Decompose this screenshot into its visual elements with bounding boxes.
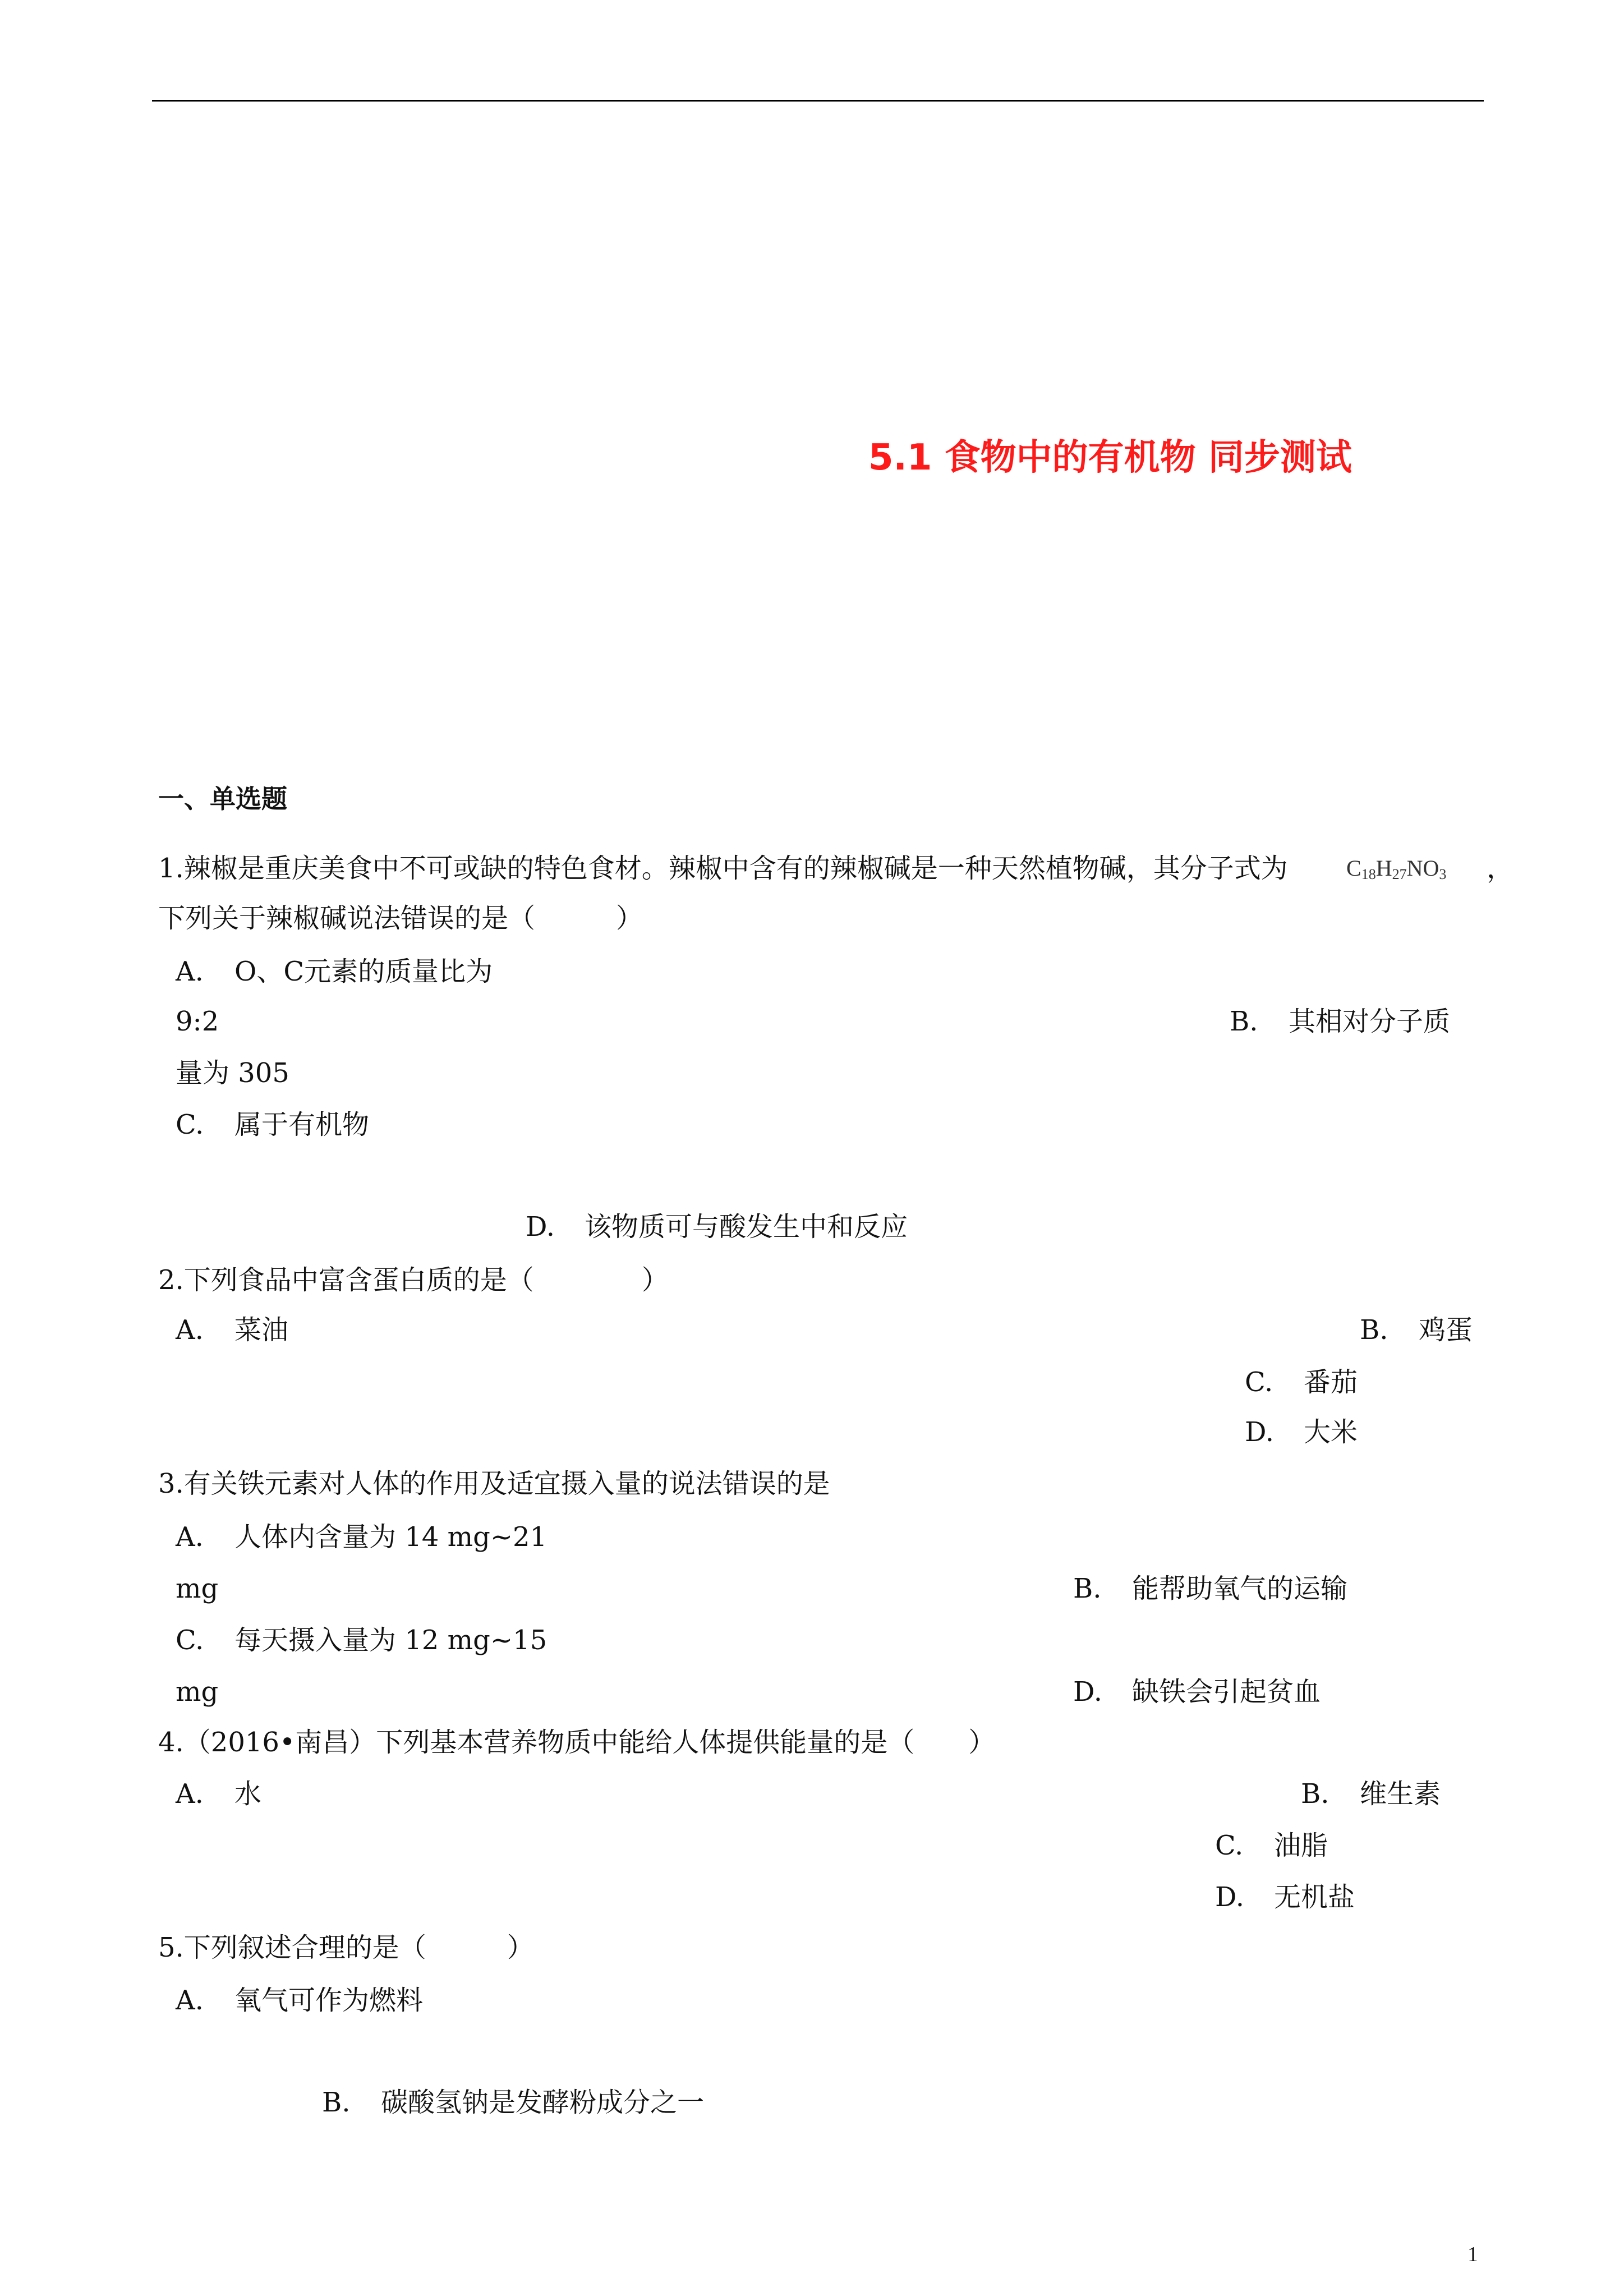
question-4-stem: 4.（2016•南昌）下列基本营养物质中能给人体提供能量的是（ ） xyxy=(158,1727,996,1758)
question-3-option-a xyxy=(176,1521,547,1553)
question-1-option-b xyxy=(1230,1006,1450,1037)
formula-c-count: 18 xyxy=(1361,866,1376,882)
option-label: C. xyxy=(176,1109,204,1140)
option-label: A. xyxy=(176,1985,204,2016)
option-text: 水 xyxy=(234,1778,262,1810)
question-3-stem: 3.有关铁元素对人体的作用及适宜摄入量的说法错误的是 xyxy=(158,1468,830,1499)
question-2-option-c xyxy=(1245,1366,1358,1398)
question-3-option-c-cont: mg xyxy=(176,1676,219,1708)
header-rule xyxy=(152,100,1484,102)
question-2-option-a xyxy=(176,1314,288,1346)
question-3-option-b xyxy=(1073,1573,1347,1604)
question-1-stem-line1: 1.辣椒是重庆美食中不可或缺的特色食材。辣椒中含有的辣椒碱是一种天然植物碱，其分子式为 xyxy=(158,853,1288,884)
option-text: 其相对分子质 xyxy=(1289,1006,1451,1037)
question-5-option-b xyxy=(322,2087,704,2118)
question-4-option-b xyxy=(1301,1778,1441,1810)
option-text: 能帮助氧气的运输 xyxy=(1132,1573,1348,1604)
option-text: 每天摄入量为 12 mg~15 xyxy=(234,1625,548,1656)
option-text: 大米 xyxy=(1304,1416,1358,1448)
question-1-option-a xyxy=(176,956,493,987)
option-label: A. xyxy=(176,1778,204,1810)
question-1-formula xyxy=(1346,853,1446,890)
option-text: 菜油 xyxy=(234,1314,289,1346)
option-label: A. xyxy=(176,956,204,987)
option-label: B. xyxy=(1230,1006,1258,1037)
page-title: 5.1 食物中的有机物 同步测试 xyxy=(868,437,1352,478)
question-2-stem: 2.下列食品中富含蛋白质的是（ ） xyxy=(158,1264,669,1296)
option-text: 人体内含量为 14 mg~21 xyxy=(234,1521,548,1553)
question-4-option-a xyxy=(176,1778,261,1810)
formula-h: H xyxy=(1375,855,1392,881)
option-label: A. xyxy=(176,1314,204,1346)
option-text: 维生素 xyxy=(1360,1778,1441,1810)
option-label: C. xyxy=(176,1625,204,1656)
option-text: 氧气可作为燃料 xyxy=(234,1985,424,2016)
option-label: D. xyxy=(1245,1416,1275,1448)
formula-no: NO xyxy=(1406,855,1439,881)
question-4-option-d xyxy=(1215,1881,1355,1913)
option-text: 该物质可与酸发生中和反应 xyxy=(585,1211,908,1243)
formula-o-count: 3 xyxy=(1439,866,1447,882)
option-label: D. xyxy=(1073,1676,1103,1708)
question-1-option-a-cont: 9:2 xyxy=(176,1006,219,1037)
option-label: B. xyxy=(1301,1778,1329,1810)
question-5-option-a xyxy=(176,1985,423,2016)
option-label: B. xyxy=(1360,1314,1388,1346)
option-label: B. xyxy=(1073,1573,1102,1604)
question-1-stem-tail: ， xyxy=(1487,853,1514,884)
option-label: C. xyxy=(1215,1830,1244,1861)
question-1-option-c xyxy=(176,1109,369,1140)
option-label: C. xyxy=(1245,1366,1273,1398)
option-label: B. xyxy=(322,2087,351,2118)
option-text: 油脂 xyxy=(1274,1830,1328,1861)
question-5-stem: 5.下列叙述合理的是（ ） xyxy=(158,1932,534,1963)
option-label: D. xyxy=(1215,1881,1245,1913)
option-text: 鸡蛋 xyxy=(1419,1314,1473,1346)
question-4-option-c xyxy=(1215,1830,1328,1861)
formula-h-count: 27 xyxy=(1392,866,1407,882)
page-number: 1 xyxy=(1467,2243,1478,2266)
formula-c: C xyxy=(1346,855,1361,881)
option-text: 无机盐 xyxy=(1274,1881,1355,1913)
option-text: O、C元素的质量比为 xyxy=(234,956,493,987)
option-text: 缺铁会引起贫血 xyxy=(1132,1676,1321,1708)
option-label: A. xyxy=(176,1521,204,1553)
option-text: 番茄 xyxy=(1304,1366,1358,1398)
question-1-option-b-cont: 量为 305 xyxy=(176,1057,289,1089)
question-3-option-a-cont: mg xyxy=(176,1573,219,1604)
question-2-option-b xyxy=(1360,1314,1473,1346)
question-3-option-c xyxy=(176,1625,547,1656)
option-text: 碳酸氢钠是发酵粉成分之一 xyxy=(381,2087,705,2118)
section-heading: 一、单选题 xyxy=(158,784,287,814)
question-3-option-d xyxy=(1073,1676,1321,1708)
question-2-option-d xyxy=(1245,1416,1358,1448)
option-label: D. xyxy=(526,1211,555,1243)
question-1-stem-line2: 下列关于辣椒碱说法错误的是（ ） xyxy=(158,903,643,934)
question-1-option-d xyxy=(526,1211,908,1243)
option-text: 属于有机物 xyxy=(234,1109,370,1140)
